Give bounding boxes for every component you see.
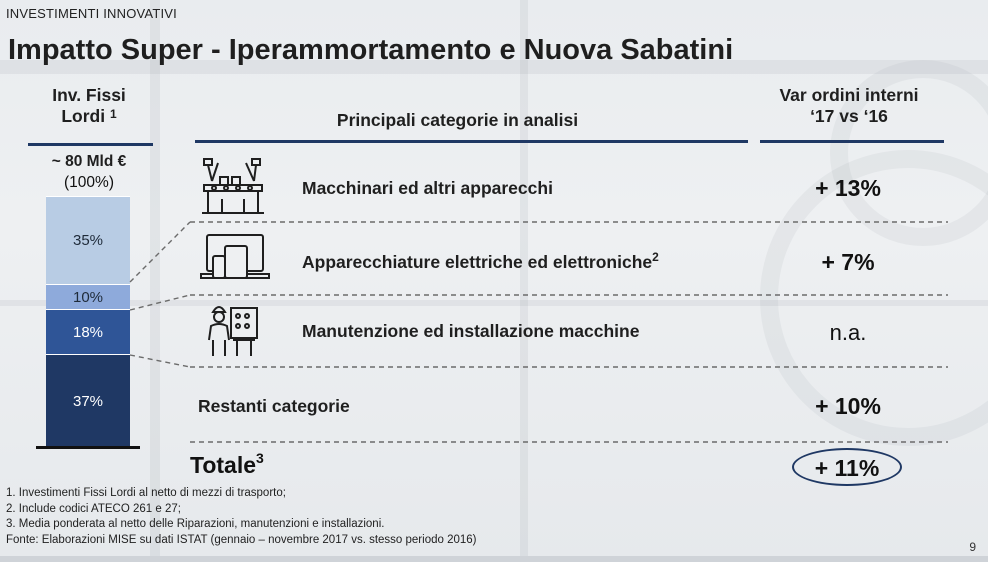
total-label [190, 452, 264, 479]
left-header-line1: Inv. Fissi [52, 85, 126, 105]
row-label-manutenzione [302, 321, 639, 342]
footnote-2: 2. Include codici ATECO 261 e 27; [6, 502, 181, 515]
footnote-1: 1. Investimenti Fissi Lordi al netto di mezzi di trasporto; [6, 487, 286, 499]
bar-segment: 35% [46, 196, 130, 284]
footnotes [6, 486, 476, 548]
total-label-text: Totale [190, 452, 257, 478]
bar-segment: 18% [46, 309, 130, 354]
bottom-bar [0, 556, 988, 562]
section-label: INVESTIMENTI INNOVATIVI [6, 6, 177, 21]
connector-top-b [130, 295, 190, 310]
row-label-restanti [198, 396, 350, 417]
page-title: Impatto Super - Iperammortamento e Nuova Sabatini [8, 34, 734, 66]
bar-total-label: ~ 80 Mld € [51, 153, 127, 170]
right-header-line2: ‘17 vs ‘16 [810, 106, 888, 126]
bar-segment: 37% [46, 354, 130, 448]
row-label-text: Restanti categorie [198, 396, 350, 416]
row-label-text: Manutenzione ed installazione macchine [302, 321, 640, 341]
footnote-3: 3. Media ponderata al netto delle Riparazioni, manutenzioni e installazioni. [6, 518, 385, 530]
footnote-source: Fonte: Elaborazioni MISE su dati ISTAT (gennaio – novembre 2017 vs. stesso periodo 2016) [6, 533, 477, 546]
robot-arm-icon [198, 155, 268, 217]
row-label-macchinari [302, 178, 553, 199]
row-value-macchinari: + 13% [815, 175, 881, 201]
page-number: 9 [969, 540, 976, 554]
right-header-line1: Var ordini interni [779, 85, 919, 105]
row-label-text: Macchinari ed altri apparecchi [302, 178, 553, 198]
technician-icon [207, 300, 263, 360]
row-value-apparecchiature: + 7% [821, 249, 875, 275]
connector-bottom [130, 355, 190, 367]
row-label-sup: 2 [652, 250, 659, 264]
devices-icon [199, 232, 271, 282]
row-value-restanti: + 10% [815, 393, 881, 419]
row-label-text: Apparecchiature elettriche ed elettroniche [302, 252, 653, 272]
center-header: Principali categorie in analisi [336, 110, 579, 130]
row-value-manutenzione: n.a. [829, 320, 867, 345]
left-header-line2: Lordi [61, 106, 106, 126]
bar-segment: 10% [46, 284, 130, 309]
total-label-sup: 3 [256, 450, 264, 466]
bar-total-pct: (100%) [64, 174, 114, 191]
row-label-apparecchiature [302, 252, 659, 273]
total-value: + 11% [814, 455, 880, 481]
connector-top-a [130, 222, 190, 282]
left-header-sup: 1 [109, 107, 117, 121]
